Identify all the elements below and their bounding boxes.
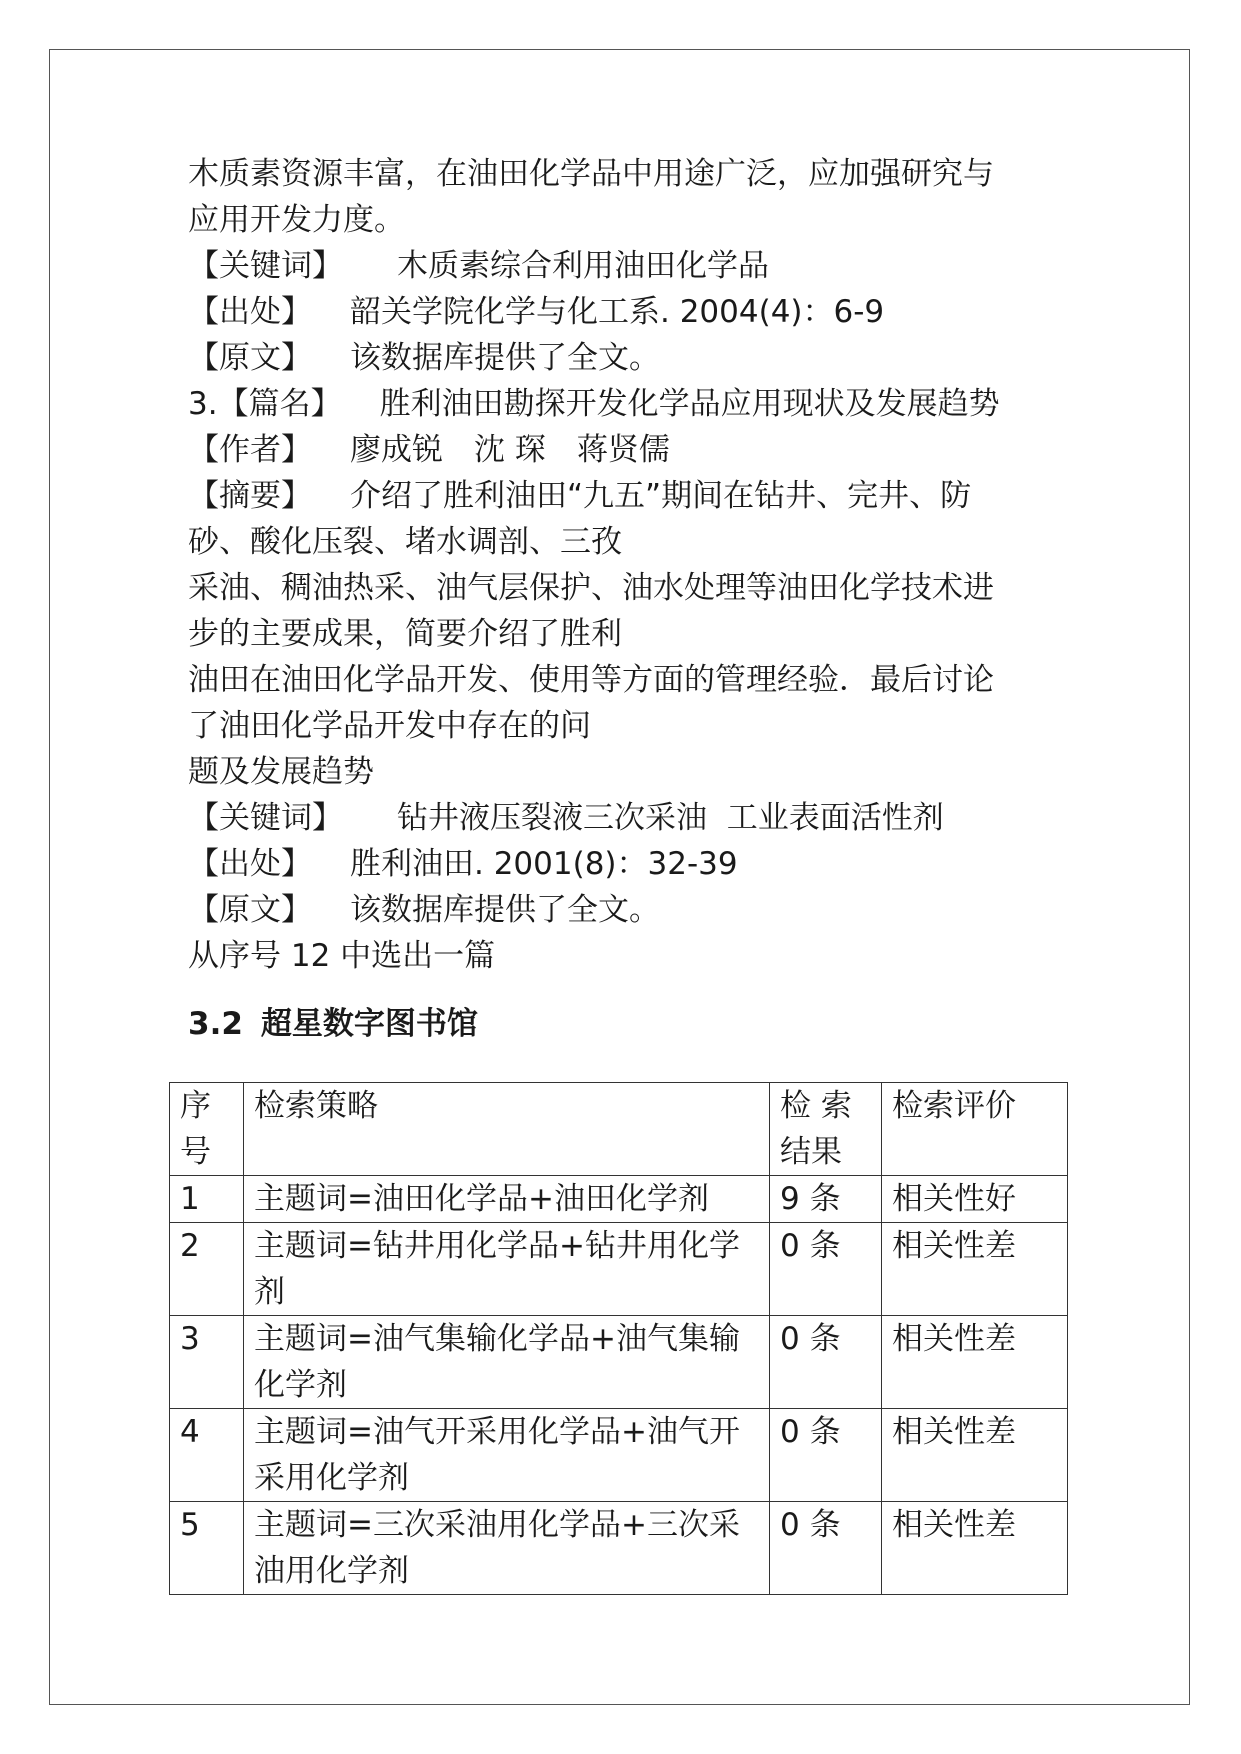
document-body <box>188 151 1068 1061</box>
entry-value: 木质素综合利用油田化学品 <box>397 248 769 284</box>
cell-strategy: 主题词=油气开采用化学品+油气开采用化学剂 <box>244 1409 770 1502</box>
cell-result: 0 条 <box>770 1316 882 1409</box>
entry-value: 廖成锐 沈 琛 蒋贤儒 <box>350 432 670 468</box>
text-line: 应用开发力度。 <box>188 202 405 238</box>
table-row <box>170 1223 1068 1316</box>
entry-value: 胜利油田勘探开发化学品应用现状及发展趋势 <box>379 386 1000 422</box>
header-index: 序号 <box>170 1083 244 1176</box>
table-header-row <box>170 1083 1068 1176</box>
header-result: 检 索结果 <box>770 1083 882 1176</box>
cell-index: 5 <box>170 1502 244 1595</box>
section-title: 超星数字图书馆 <box>260 1006 478 1042</box>
abstract-line: 了油田化学品开发中存在的问 <box>188 708 591 744</box>
abstract-line: 油田在油田化学品开发、使用等方面的管理经验．最后讨论 <box>188 662 994 698</box>
entry-label: 【出处】 <box>188 846 312 882</box>
cell-evaluation: 相关性差 <box>882 1409 1068 1502</box>
cell-index: 4 <box>170 1409 244 1502</box>
cell-evaluation: 相关性差 <box>882 1316 1068 1409</box>
table-row <box>170 1409 1068 1502</box>
cell-strategy: 主题词=三次采油用化学品+三次采油用化学剂 <box>244 1502 770 1595</box>
section-heading <box>188 1001 1068 1047</box>
entry-label: 【摘要】 <box>188 478 312 514</box>
cell-evaluation: 相关性好 <box>882 1176 1068 1223</box>
cell-result: 9 条 <box>770 1176 882 1223</box>
selection-note: 从序号 12 中选出一篇 <box>188 938 496 974</box>
entry-keywords <box>188 243 1068 289</box>
entry-label: 【作者】 <box>188 432 312 468</box>
entry-label: 3.【篇名】 <box>188 386 342 422</box>
cell-strategy: 主题词=钻井用化学品+钻井用化学剂 <box>244 1223 770 1316</box>
cell-evaluation: 相关性差 <box>882 1223 1068 1316</box>
cell-strategy: 主题词=油气集输化学品+油气集输化学剂 <box>244 1316 770 1409</box>
entry-value: 该数据库提供了全文。 <box>350 340 660 376</box>
cell-index: 2 <box>170 1223 244 1316</box>
section-number: 3.2 <box>188 1006 243 1042</box>
cell-evaluation: 相关性差 <box>882 1502 1068 1595</box>
entry-label: 【关键词】 <box>188 800 343 836</box>
cell-result: 0 条 <box>770 1409 882 1502</box>
entry-authors <box>188 427 1068 473</box>
text-line: 木质素资源丰富，在油田化学品中用途广泛，应加强研究与 <box>188 156 994 192</box>
header-evaluation: 检索评价 <box>882 1083 1068 1176</box>
abstract-line: 采油、稠油热采、油气层保护、油水处理等油田化学技术进 <box>188 570 994 606</box>
cell-strategy: 主题词=油田化学品+油田化学剂 <box>244 1176 770 1223</box>
entry-source <box>188 841 1068 887</box>
header-strategy: 检索策略 <box>244 1083 770 1176</box>
table-row <box>170 1502 1068 1595</box>
entry-value: 韶关学院化学与化工系. 2004(4)：6-9 <box>350 294 885 330</box>
abstract-line: 步的主要成果，简要介绍了胜利 <box>188 616 622 652</box>
entry-value: 钻井液压裂液三次采油 工业表面活性剂 <box>397 800 944 836</box>
entry-keywords <box>188 795 1068 841</box>
abstract-line: 题及发展趋势 <box>188 754 374 790</box>
entry-fulltext <box>188 887 1068 933</box>
entry-value: 介绍了胜利油田“九五”期间在钻井、完井、防 <box>350 478 972 514</box>
cell-index: 3 <box>170 1316 244 1409</box>
cell-result: 0 条 <box>770 1502 882 1595</box>
entry-label: 【关键词】 <box>188 248 343 284</box>
entry-source <box>188 289 1068 335</box>
entry-value: 该数据库提供了全文。 <box>350 892 660 928</box>
entry-label: 【原文】 <box>188 340 312 376</box>
entry-value: 胜利油田. 2001(8)：32-39 <box>350 846 738 882</box>
entry-label: 【原文】 <box>188 892 312 928</box>
entry-abstract <box>188 473 1068 519</box>
entry-title <box>188 381 1068 427</box>
cell-result: 0 条 <box>770 1223 882 1316</box>
search-results-table <box>169 1082 1068 1595</box>
entry-fulltext <box>188 335 1068 381</box>
entry-label: 【出处】 <box>188 294 312 330</box>
cell-index: 1 <box>170 1176 244 1223</box>
abstract-line: 砂、酸化压裂、堵水调剖、三孜 <box>188 524 622 560</box>
table-row <box>170 1176 1068 1223</box>
table-row <box>170 1316 1068 1409</box>
